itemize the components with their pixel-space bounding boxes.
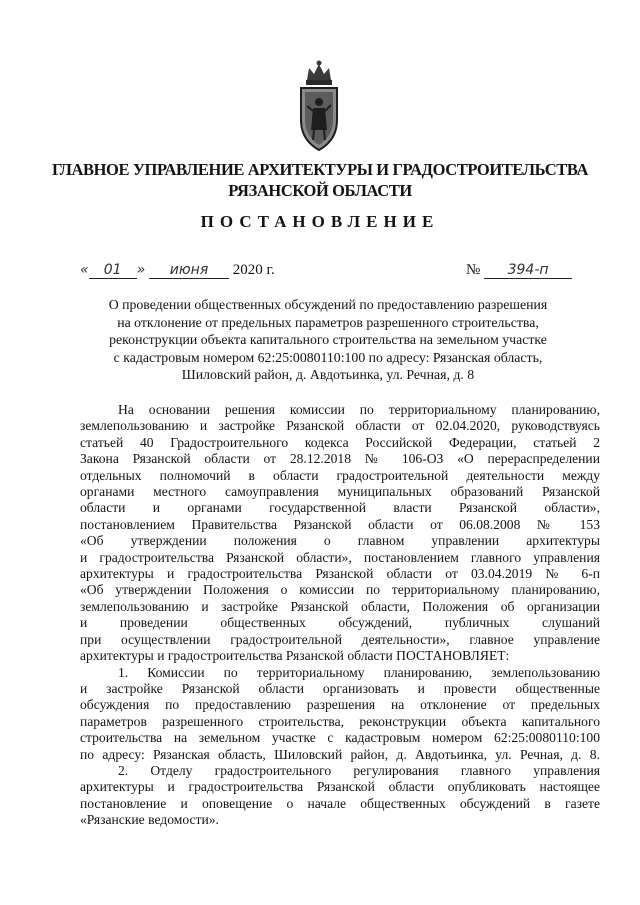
date-open-quote: « — [80, 262, 89, 278]
body-line: и проведении общественных обсуждений, публичных слушаний — [80, 615, 600, 631]
subject-line: реконструкции объекта капитального строительства на земельном участке — [109, 332, 547, 348]
body-line: «Об утверждении положения о главном управлении архитектуры — [80, 533, 600, 549]
body-line: 2. Отделу градостроительного регулирования главного управления — [118, 762, 600, 778]
org-name-line-1: ГЛАВНОЕ УПРАВЛЕНИЕ АРХИТЕКТУРЫ И ГРАДОСТРОИТЕЛЬСТВА — [52, 160, 588, 179]
body-line: землепользованию и застройке Рязанской области от 02.04.2020, руководствуясь — [80, 418, 600, 434]
body-line: области и органами государственной власти Рязанской области», — [80, 500, 600, 516]
body-line: при осуществлении градостроительной деятельности», главное управление — [80, 631, 600, 647]
body-line: строительства на земельном участке с кадастровым номером 62:25:0080110:100 — [80, 730, 600, 746]
body-line: постановлением Правительства Рязанской области от 06.08.2008 № 153 — [80, 516, 600, 532]
body-line: статьей 40 Градостроительного кодекса Российской Федерации, статьей 2 — [80, 434, 600, 450]
document-date — [80, 262, 275, 279]
body-line: Закона Рязанской области от 28.12.2018 № 106-ОЗ «О перераспределении — [80, 451, 600, 467]
body-line: по адресу: Рязанская область, Шиловский район, д. Авдотьинка, ул. Речная, д. 8. — [80, 746, 600, 762]
org-name-line-2: РЯЗАНСКОЙ ОБЛАСТИ — [228, 181, 412, 200]
subject-line: на отклонение от предельных параметров разрешенного строительства, — [117, 314, 539, 330]
subject-line: О проведении общественных обсуждений по предоставлению разрешения — [108, 297, 548, 312]
date-close-quote: » — [136, 262, 146, 278]
document-type-title: ПОСТАНОВЛЕНИЕ — [200, 212, 440, 231]
body-line: «Рязанские ведомости». — [80, 812, 219, 828]
number-prefix: № — [466, 262, 481, 278]
body-line: обсуждения по предоставлению разрешения на отклонение от предельных — [80, 697, 600, 713]
body-line: органами местного самоуправления муниципальных образований Рязанской — [80, 484, 600, 500]
body-line: «Об утверждении Положения о комиссии по территориальному планированию, — [80, 582, 600, 598]
date-month: июня — [149, 262, 229, 279]
body-line: отдельных полномочий в области градостроительной деятельности между — [80, 467, 600, 483]
body-line: На основании решения комиссии по территориальному планированию, — [118, 402, 600, 417]
body-line: архитектуры и градостроительства Рязанской области от 03.04.2019 № 6-п — [80, 566, 600, 582]
body-line: архитектуры и градостроительства Рязанской области опубликовать настоящее — [80, 779, 600, 795]
body-line: землепользованию и застройке Рязанской области, Положения об организации — [80, 598, 600, 614]
document-body — [80, 402, 600, 829]
document-subject — [90, 296, 566, 384]
body-line: постановление и оповещение о начале общественных обсуждений в газете — [80, 795, 600, 811]
coat-of-arms-icon — [283, 58, 355, 158]
body-line: архитектуры и градостроительства Рязанской области ПОСТАНОВЛЯЕТ: — [80, 648, 510, 664]
body-line: и градостроительства Рязанской области», постановлением главного управления — [80, 549, 600, 565]
subject-line: с кадастровым номером 62:25:0080110:100 по адресу: Рязанская область, — [113, 349, 543, 365]
body-line: параметров разрешенного строительства, реконструкции объекта капитального — [80, 713, 600, 729]
body-line: и застройке Рязанской области организовать и провести общественные — [80, 680, 600, 696]
date-year: 2020 г. — [232, 262, 275, 278]
number-value: 394-п — [484, 262, 572, 279]
subject-line: Шиловский район, д. Авдотьинка, ул. Речная, д. 8 — [181, 367, 475, 383]
body-line: 1. Комиссии по территориальному планированию, землепользованию — [118, 664, 600, 680]
date-day: 01 — [89, 262, 137, 279]
document-number — [466, 262, 572, 279]
